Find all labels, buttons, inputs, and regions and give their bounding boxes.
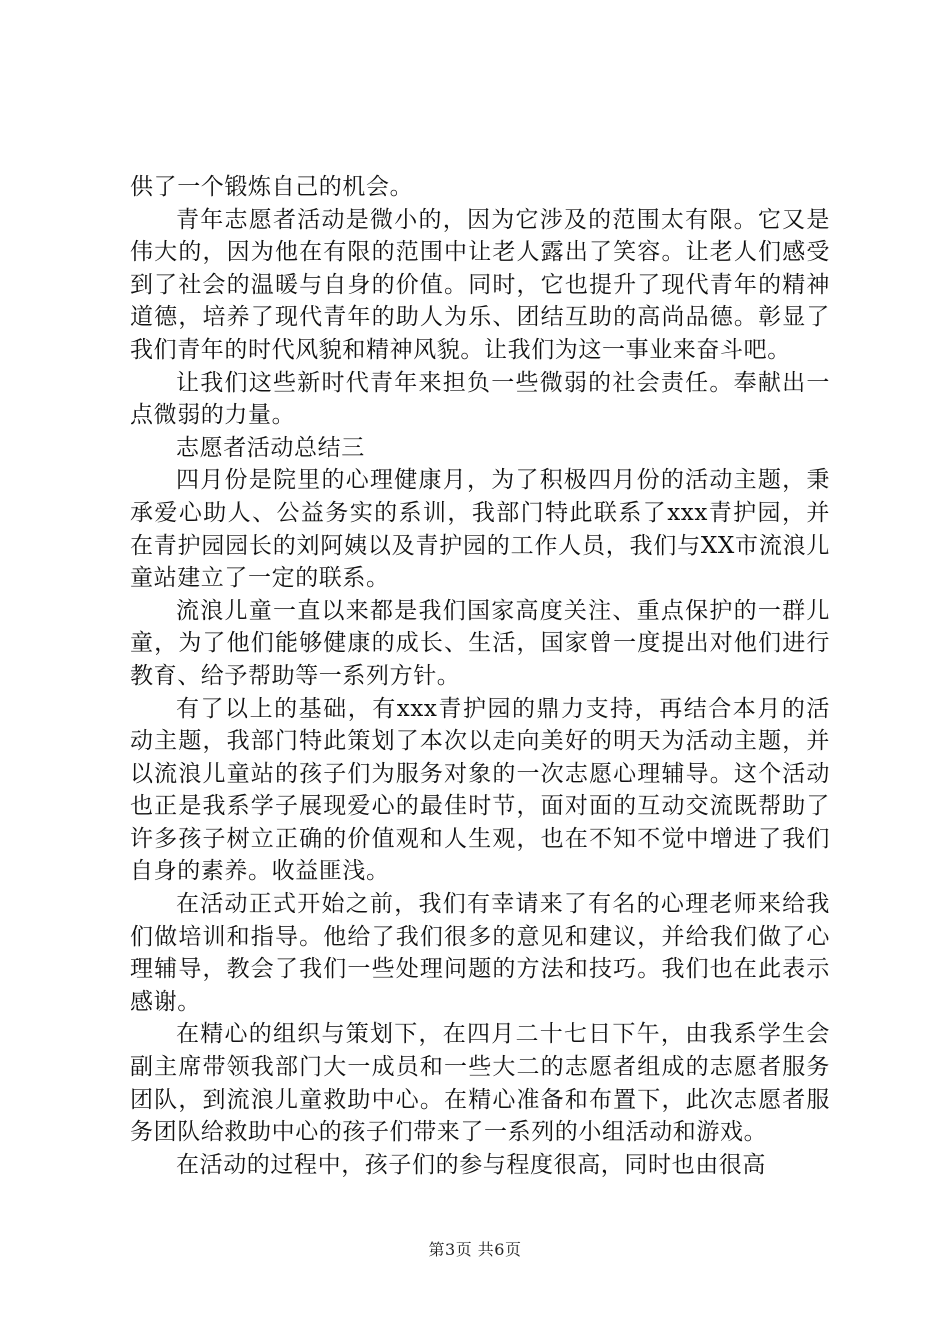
paragraph-8: 在活动正式开始之前，我们有幸请来了有名的心理老师来给我们做培训和指导。他给了我们很多的意见和建议，并给我们做了心理辅导，教会了我们一些处理问题的方法和技巧。我们也在此表示感谢。	[130, 891, 830, 1015]
document-body	[130, 171, 830, 1181]
paragraph-1: 供了一个锻炼自己的机会。	[130, 174, 414, 200]
paragraph-2: 青年志愿者活动是微小的，因为它涉及的范围太有限。它又是伟大的，因为他在有限的范围中让老人露出了笑容。让老人们感受到了社会的温暖与自身的价值。同时，它也提升了现代青年的精神道德，培养了现代青年的助人为乐、团结互助的高尚品德。彰显了我们青年的时代风貌和精神风貌。让我们为这一事业来奋斗吧。	[130, 206, 830, 363]
paragraph-6: 流浪儿童一直以来都是我们国家高度关注、重点保护的一群儿童，为了他们能够健康的成长、生活，国家曾一度提出对他们进行教育、给予帮助等一系列方针。	[130, 597, 830, 689]
paragraph-7: 有了以上的基础，有xxx青护园的鼎力支持，再结合本月的活动主题，我部门特此策划了本次以走向美好的明天为活动主题，并以流浪儿童站的孩子们为服务对象的一次志愿心理辅导。这个活动也正是我系学子展现爱心的最佳时节，面对面的互动交流既帮助了许多孩子树立正确的价值观和人生观，也在不知不觉中增进了我们自身的素养。收益匪浅。	[130, 695, 830, 885]
paragraph-10: 在活动的过程中，孩子们的参与程度很高，同时也由很高	[176, 1151, 766, 1178]
page-number-footer: 第3页 共6页	[428, 1240, 522, 1259]
section-heading: 志愿者活动总结三	[176, 434, 365, 461]
paragraph-3: 让我们这些新时代青年来担负一些微弱的社会责任。奉献出一点微弱的力量。	[130, 369, 830, 429]
paragraph-9: 在精心的组织与策划下，在四月二十七日下午，由我系学生会副主席带领我部门大一成员和一些大二的志愿者组成的志愿者服务团队，到流浪儿童救助中心。在精心准备和布置下，此次志愿者服务团队给救助中心的孩子们带来了一系列的小组活动和游戏。	[130, 1021, 830, 1146]
paragraph-5: 四月份是院里的心理健康月，为了积极四月份的活动主题，秉承爱心助人、公益务实的系训，我部门特此联系了xxx青护园，并在青护园园长的刘阿姨以及青护园的工作人员，我们与XX市流浪儿童站建立了一定的联系。	[130, 467, 830, 592]
